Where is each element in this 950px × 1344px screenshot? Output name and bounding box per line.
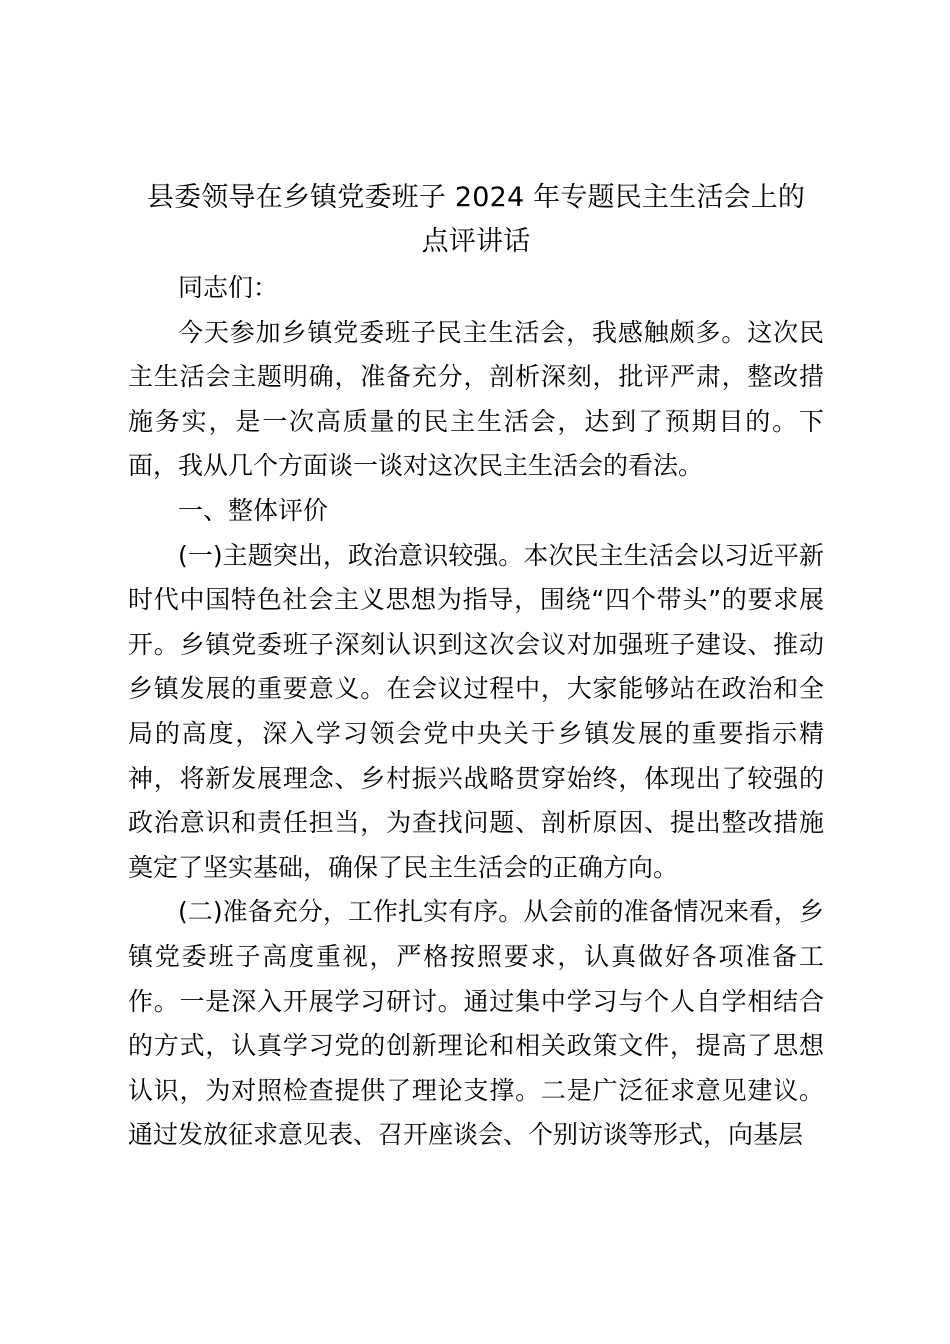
salutation: 同志们： (178, 273, 279, 302)
title-line-1: 县委领导在乡镇党委班子 2024 年专题民主生活会上的 (146, 182, 806, 213)
document-title (118, 176, 834, 264)
section-heading: 一、整体评价 (178, 495, 329, 525)
paragraph-intro: 今天参加乡镇党委班子民主生活会，我感触颇多。这次民主生活会主题明确，准备充分，剖析深刻，批评严肃，整改措施务实，是一次高质量的民主生活会，达到了预期目的。下面，我从几个方面谈一谈对这次民主生活会的看法。 (128, 317, 824, 481)
paragraph-point-1: (一)主题突出，政治意识较强。本次民主生活会以习近平新时代中国特色社会主义思想为指导，围绕“四个带头”的要求展开。乡镇党委班子深刻认识到这次会议对加强班子建设、推动乡镇发展的重要意义。在会议过程中，大家能够站在政治和全局的高度，深入学习领会党中央关于乡镇发展的重要指示精神，将新发展理念、乡村振兴战略贯穿始终，体现出了较强的政治意识和责任担当，为查找问题、剖析原因、提出整改措施奠定了坚实基础，确保了民主生活会的正确方向。 (128, 540, 824, 882)
title-line-2: 点评讲话 (421, 226, 531, 257)
document-page (128, 176, 824, 1158)
paragraph-point-2: (二)准备充分，工作扎实有序。从会前的准备情况来看，乡镇党委班子高度重视，严格按照要求，认真做好各项准备工作。一是深入开展学习研讨。通过集中学习与个人自学相结合的方式，认真学习党的创新理论和相关政策文件，提高了思想认识，为对照检查提供了理论支撑。二是广泛征求意见建议。通过发放征求意见表、召开座谈会、个别访谈等形式，向基层 (128, 897, 824, 1150)
